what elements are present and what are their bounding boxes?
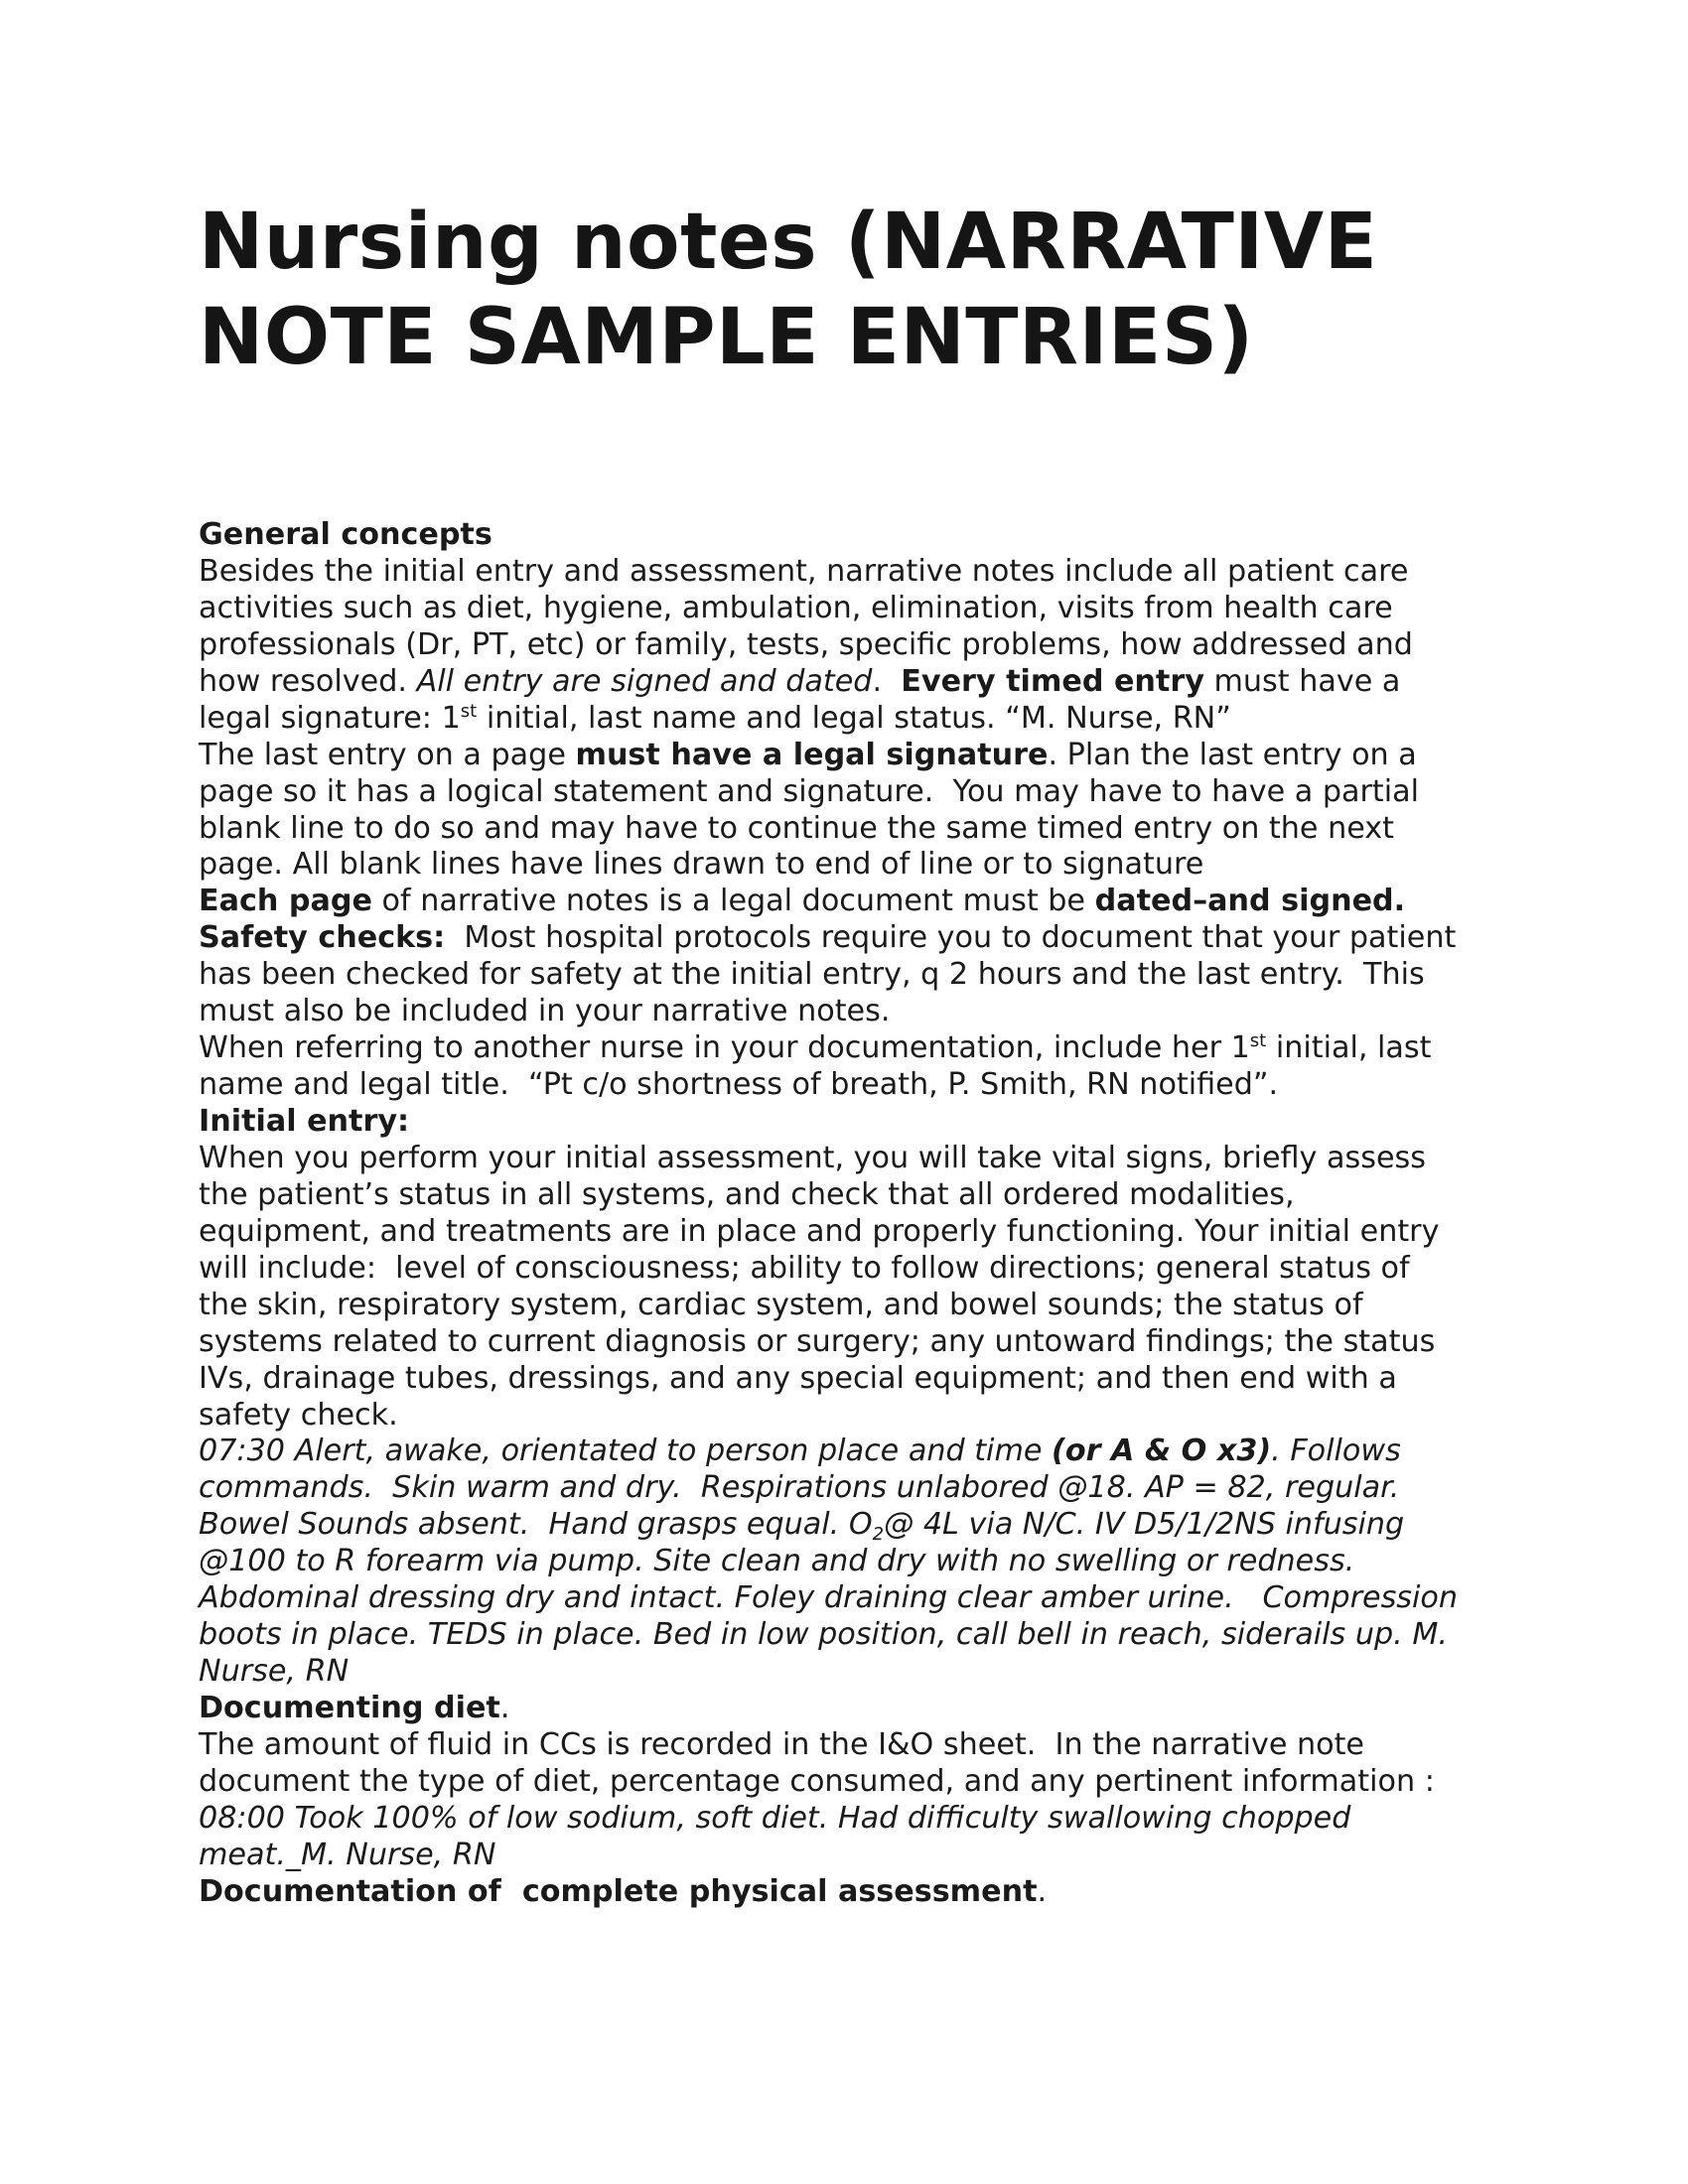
general-concepts-line: Besides the initial entry and assessment, narrative notes include all patient care: [199, 553, 1409, 589]
general-concepts-line: The last entry on a page must have a legal signature. Plan the last entry on a: [199, 737, 1417, 772]
initial-entry-line: When you perform your initial assessment, you will take vital signs, briefly assess: [199, 1140, 1426, 1175]
documenting-diet-line: The amount of fluid in CCs is recorded in the I&O sheet. In the narrative note: [199, 1726, 1364, 1762]
initial-entry-example-line: Bowel Sounds absent. Hand grasps equal. $O_2@$ 4L via N/C. IV D5/1/2NS infusing: [199, 1507, 1405, 1546]
each-page-statement: Each page of narrative notes is a legal document must be dated–and signed.: [199, 884, 1406, 919]
general-concepts-line: activities such as diet, hygiene, ambulation, elimination, visits from health care: [199, 590, 1393, 625]
initial-entry-example-line: Nurse, RN: [199, 1654, 350, 1690]
initial-entry-example-line: @100 to R forearm via pump. Site clean and dry with no swelling or redness.: [199, 1544, 1355, 1579]
initial-entry-line: the patient’s status in all systems, and check that all ordered modalities,: [199, 1176, 1295, 1212]
referring-nurse-line: When referring to another nurse in your documentation, include her 1st initial, last: [199, 1030, 1432, 1066]
general-concepts-line: professionals (Dr, PT, etc) or family, tests, specific problems, how addressed and: [199, 626, 1413, 662]
initial-entry-line: systems related to current diagnosis or surgery; any untoward findings; the status: [199, 1323, 1436, 1359]
initial-entry-example-line: Abdominal dressing dry and intact. Foley draining clear amber urine. Compression: [199, 1580, 1459, 1616]
general-concepts-line: page. All blank lines have lines drawn to end of line or to signature: [199, 847, 1204, 883]
section-heading-general-concepts: General concepts: [199, 517, 492, 552]
general-concepts-line: how resolved. All entry are signed and dated. Every timed entry must have a: [199, 663, 1401, 699]
general-concepts-line: legal signature: 1st initial, last name and legal status. “M. Nurse, RN”: [199, 700, 1231, 736]
section-heading-physical-assessment: Documentation of complete physical assessment.: [199, 1873, 1048, 1909]
initial-entry-line: IVs, drainage tubes, dressings, and any special equipment; and then end with a: [199, 1360, 1397, 1396]
title-line-2: NOTE SAMPLE ENTRIES): [199, 293, 1254, 382]
documenting-diet-example-line: 08:00 Took 100% of low sodium, soft diet. Had difficulty swallowing chopped: [199, 1800, 1351, 1836]
referring-nurse-line: name and legal title. “Pt c/o shortness of breath, P. Smith, RN notified”.: [199, 1067, 1279, 1103]
initial-entry-line: will include: level of consciousness; ability to follow directions; general status of: [199, 1250, 1410, 1286]
safety-checks-line: has been checked for safety at the initial entry, q 2 hours and the last entry. This: [199, 957, 1425, 993]
initial-entry-line: equipment, and treatments are in place and properly functioning. Your initial entry: [199, 1213, 1440, 1249]
section-heading-documenting-diet: Documenting diet.: [199, 1691, 510, 1725]
initial-entry-line: safety check.: [199, 1397, 398, 1433]
documenting-diet-line: document the type of diet, percentage consumed, and any pertinent information :: [199, 1763, 1435, 1799]
safety-checks-line: must also be included in your narrative notes.: [199, 994, 891, 1029]
section-heading-initial-entry: Initial entry:: [199, 1104, 410, 1139]
title-line-1: Nursing notes (NARRATIVE: [199, 198, 1378, 287]
initial-entry-line: the skin, respiratory system, cardiac system, and bowel sounds; the status of: [199, 1287, 1363, 1322]
initial-entry-example-line: boots in place. TEDS in place. Bed in low position, call bell in reach, siderails up. M.: [199, 1617, 1448, 1653]
document-title: [199, 195, 1489, 385]
initial-entry-example-line: commands. Skin warm and dry. Respirations unlabored @18. AP = 82, regular.: [199, 1470, 1400, 1506]
general-concepts-line: page so it has a logical statement and signature. You may have to have a partial: [199, 773, 1420, 809]
document-body: [199, 517, 1489, 1911]
safety-checks-line: Safety checks: Most hospital protocols require you to document that your patient: [199, 920, 1457, 956]
general-concepts-line: blank line to do so and may have to continue the same timed entry on the next: [199, 810, 1394, 846]
initial-entry-example-line: 07:30 Alert, awake, orientated to person place and time (or A & O x3). Follows: [199, 1433, 1401, 1469]
documenting-diet-example-line: meat._M. Nurse, RN: [199, 1837, 496, 1872]
